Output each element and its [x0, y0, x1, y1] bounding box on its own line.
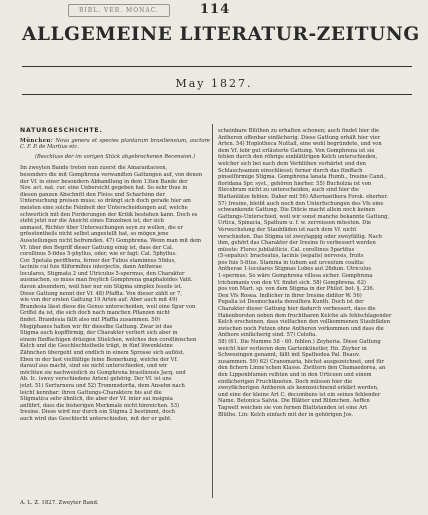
text-line: pos von Mart. sp. von dem Stigma in der Philof. bot. §. 236.: [218, 286, 375, 293]
text-line: diesen ganzen Abschnitt den Fleiss und Scharfsinn der: [20, 191, 165, 198]
review-title: [20, 138, 210, 151]
text-line: weicht hier verlieren dem Gartenkünstler, Hn. Zeyher in: [218, 345, 367, 352]
text-line: laciniis cui fuis filiformibus interjectis, dann Antherae: [20, 264, 162, 271]
text-line: müsste: Flores jubilatilicis. Cal. corollinus 5partitus: [218, 246, 355, 253]
text-line: Arten. 54) Hoplotheca Nuttall, eine wohl begründete, und von: [218, 141, 382, 148]
review-title-body: Nova genera et species plantarum brasiliensium, auctore C. F. P. de Martius etc.: [20, 137, 210, 151]
text-line: zweyfächerigen Antheren als kennzeichnend erklärt werden,: [218, 385, 379, 392]
section-heading: NATURGESCHICHTE.: [20, 127, 103, 134]
text-line: scheinbare Blüthen zu erhalten schonen; auch findet hier die: [218, 128, 380, 134]
text-line: der Vf. in einer besondern Abhandlung in dem 13ten Bande der: [20, 178, 188, 185]
text-line: Kelch und die Geschlechtstheile trägt, in fünf löwenkleine: [20, 343, 173, 350]
text-line: Stigma auch kopfförmig, der Charakter verliert sich aber in: [20, 330, 178, 337]
text-line: Verwechslung der Staubfäden ist nach dem Vf. nicht: [218, 226, 357, 233]
text-line: dem Vf. lebr gut erläuterte Gattung. Von Gomphrena ist sie: [218, 147, 375, 154]
text-line: einfächerigen Fruchtknoten. Doch müssen hier die: [218, 378, 353, 385]
text-line: Tagwelt weichen sie von fernen Blattstanden ist eine Art: [218, 404, 368, 411]
text-line: Schwezingen genannt, fällt mit Spathodea Pal. Beauv.: [218, 352, 360, 359]
text-line: Schlauchsamen einschliesst; ferner durch das fünffach: [218, 167, 363, 174]
text-line: jetzt. 51) Serturnera und 52) Trommsdorfia, dem Ansehn nach: [20, 382, 185, 389]
text-line: wie von der ersten Gattung 19 Arten auf. Aber auch mit 49): [20, 297, 178, 304]
text-line: Blüthe. Lin: Kelch einfach mit der in gehörigen Jos.: [218, 411, 354, 418]
text-line: zusammen. 59) 62) Cranomaria, höchst ausgezeichnet, und für: [218, 358, 384, 365]
text-line: Ausstellungen nicht befremden. 47) Gomphrena. Wenn man mit dem: [20, 237, 202, 244]
right-column-text: [218, 128, 408, 418]
signature-footer: A. L. Z. 1827. Zweyter Band.: [20, 500, 99, 506]
text-line: Antheren offenbar einfächerig. Diese Gattung erhält hier vier: [218, 134, 381, 141]
text-line: Den Vfs Rosea. Indlicher in ihrer Iresine diditor W. 56): [218, 292, 362, 299]
text-line: auch wird das Geschlecht unterschieden, mit der er geht.: [20, 415, 172, 422]
issue-date: May 1827.: [175, 77, 253, 90]
text-line: Diese Gattung nennt der Vf. 48) Pfaffia. Von dieser zählt er 7,: [20, 290, 182, 297]
text-line: Antherae 1-loculares Stigmas Lobes aut 2fidum. Utriculus: [218, 266, 372, 273]
text-line: ausmachen, so muss man freylich Gomphrena gnaphaloides Vahl.: [20, 277, 193, 284]
text-line: grösstentheils nicht selbst angestellt hat, so mögen jene: [20, 231, 169, 238]
text-line: leicht kennbar: ihren Gattungs-Charaktere bis auf die: [20, 389, 162, 396]
text-line: schwankende Gattung. Die Diöcie macht allein noch keinen: [218, 207, 375, 214]
text-line: 58) (61. Die Numme 58 - 60. fehlen.) Zeyheria. Diese Gattung: [218, 339, 381, 345]
text-line: schwerlich mit den Forderungen der Kritik bestehen kann. Doch es: [20, 211, 198, 218]
text-line: Blattanlätze fehlen. Daher mit 56) Alternanthera Forsk. eherher.: [218, 193, 389, 200]
text-line: ihm, gehört das Charakter der Iresine fo verbessert werden: [218, 240, 376, 247]
text-line: besonders die mit Gomphrena verwandten Gattungen auf, von denen: [20, 171, 203, 178]
text-line: Pupalia ist Desmochaeta densiflora Kunth. Doch ist der: [218, 299, 364, 306]
text-line: Stigmatica sehr ähnlich, die aber der Vf. inter sui insignia: [20, 396, 173, 403]
column-divider: [212, 124, 213, 498]
library-stamp: BIBL. VER. MONAC.: [68, 4, 170, 17]
text-line: pos fuis 5-fitus. Stamina in tubum aut urceolum coalita:: [218, 259, 365, 266]
text-line: corollinus 5-fidus 5-phyllus, oder, wie er fagt: Cal. 5phyllus.: [20, 251, 177, 258]
masthead-title: ALLGEMEINE LITERATUR-ZEITUNG: [22, 24, 420, 45]
text-line: Iresine. Diese wird nur durch ein Stigma 2 bestimmt, doch: [20, 409, 175, 416]
text-line: floridana Spr. syst., gehören hierher. 55) Bucholzia ist von: [218, 180, 372, 187]
text-line: davon absondern, weil hier nur ein Stigma simplex fessile ist.: [20, 284, 183, 291]
text-line: Griffel da ist, die sich doch nach manchen Pflanzen nicht: [20, 310, 170, 317]
text-line: Cor. 5petala perifthera, ferner der Tubus stamineus 5fidus,: [20, 257, 176, 264]
text-line: Im zweyten Bande treten nun zuerst die Amarantaceen,: [20, 165, 168, 172]
text-line: Ab. Ic. (swey verschiedene Arten) gehörig. Der Vf. ist uns: [20, 376, 172, 383]
text-line: Illecebrum nicht zu unterscheiden, auch sind hier die: [218, 187, 360, 194]
text-line: einem fünffachigen drüsigen Stielchen, welches den corollinischen: [20, 336, 197, 343]
text-line: Urtica, Spinacia, Spathum u. f. w. zerreissen müssten. Die: [218, 220, 372, 227]
text-line: anführt, dass die bisherigen Merkmale nicht hinreichen. 53): [20, 402, 180, 409]
text-line: den fichern Linne'schen Klasse. Zwittern den Chamaedorea, an: [218, 365, 386, 372]
text-line: Mogiphanes halten wir für dieselbe Gattung. Zwar ist das: [20, 323, 173, 330]
text-line: Zähnchen übergeht und endlich in einem Sprosse sich auflöst.: [20, 350, 185, 356]
masthead-rule-top: [22, 66, 412, 67]
text-line: findet. Brandesia fällt also mit Pfaffia zusammen. 50): [20, 317, 160, 324]
text-line: verschieden. Das Stigma ist zweylappig oder zweyfältig. Nach: [218, 233, 382, 240]
left-column-text: [20, 165, 210, 422]
text-line: Hakenborsten neben dem fruchtbaren Kelche als fehlschlagender: [218, 312, 392, 319]
text-line: trichomanis von den Vf. findet sich. 58) Gomphrena. 62): [218, 279, 366, 286]
text-line: Eben in der fast vielfältige feine Bemerkung, welche der Vf.: [20, 356, 178, 363]
text-line: Gattungs-Unterschied, weil wir sonst manche bekannte Gattung,: [218, 213, 390, 220]
text-line: Name. Betonica Salvia. Die Blätter und Blümchen. Aeffen: [218, 398, 370, 405]
text-line: (5-sepalus): bracteatus, lacinis (sepalis) nervosis, fruits: [218, 253, 364, 260]
text-line: 57) Iresine, bleibt auch noch den Unterfuchungen des Vfs eine: [218, 200, 384, 207]
text-line: pinselförmige Stigma. Gomphrena lanata Humb., Iresine Cand.,: [218, 174, 387, 181]
text-line: meisten eine solche Feinheit der Unterscheidungen auf, welche: [20, 204, 188, 211]
right-column: [218, 128, 408, 418]
page-number: 114: [200, 2, 231, 17]
review-title-lead: München:: [20, 137, 54, 144]
text-line: Kelch erscheinen, dass vielfachen den vollkommenen Staubfäden: [218, 319, 391, 326]
text-line: fehlen durch den röhrige einblättrigen Kelch unterschieden,: [218, 154, 378, 161]
continuation-note: (Beschluss der im vorigen Stück abgebrochenen Recension.): [35, 153, 195, 160]
text-line: den Lippenblumen reihten und in den Urticeen und einem: [218, 371, 372, 378]
text-line: loculares, Stigmata 2 und Utriculus 5-spermus, den Charakter: [20, 270, 185, 277]
text-line: darauf aus macht, sind sie nicht unterschieden, und wir: [20, 363, 168, 370]
text-line: anmasst, Richter über Untersuchungen seyn zu wollen, die er: [20, 224, 183, 231]
text-line: Vf. über den Begriff dieser Gattung einig ist, dass der Cal.: [20, 244, 174, 251]
left-column: [20, 128, 210, 423]
text-line: steht jetzt nur die Ansicht eines Einzelnen ist, der sich: [20, 218, 164, 225]
text-line: Untersuchung preisen muss; so drängt sich doch gerade hier am: [20, 198, 191, 205]
text-line: welcher sich bei nach dem Verblühen verhärtet und den: [218, 160, 367, 167]
text-line: Nov. act. nat. cur. eine Uebersicht gegeben hat. So sehr thue in: [20, 185, 188, 192]
masthead-rule-bottom: [22, 94, 412, 95]
text-line: möchten sie nachweislich zu Gomphrena brasiliensis Jacq. und: [20, 369, 186, 376]
text-line: zwischen noch Fetzen ohne Antheren vorkommen und dass die: [218, 325, 384, 332]
text-line: und eine der kleine Art C. decumbens ist ein seines fehlender: [218, 391, 381, 398]
text-line: Brandesia lässt diese die Genus unterscheiden, weil eine Spur von: [20, 303, 196, 310]
text-line: 1-spermus. So wäre Gomphrena villosa sicher. Gomphrena: [218, 273, 373, 280]
text-line: Anthere einfächerig sind. 57) Celofia.: [218, 332, 317, 339]
text-line: Charakter dieser Gattung hier dadurch verbessert, dass die: [218, 306, 376, 313]
